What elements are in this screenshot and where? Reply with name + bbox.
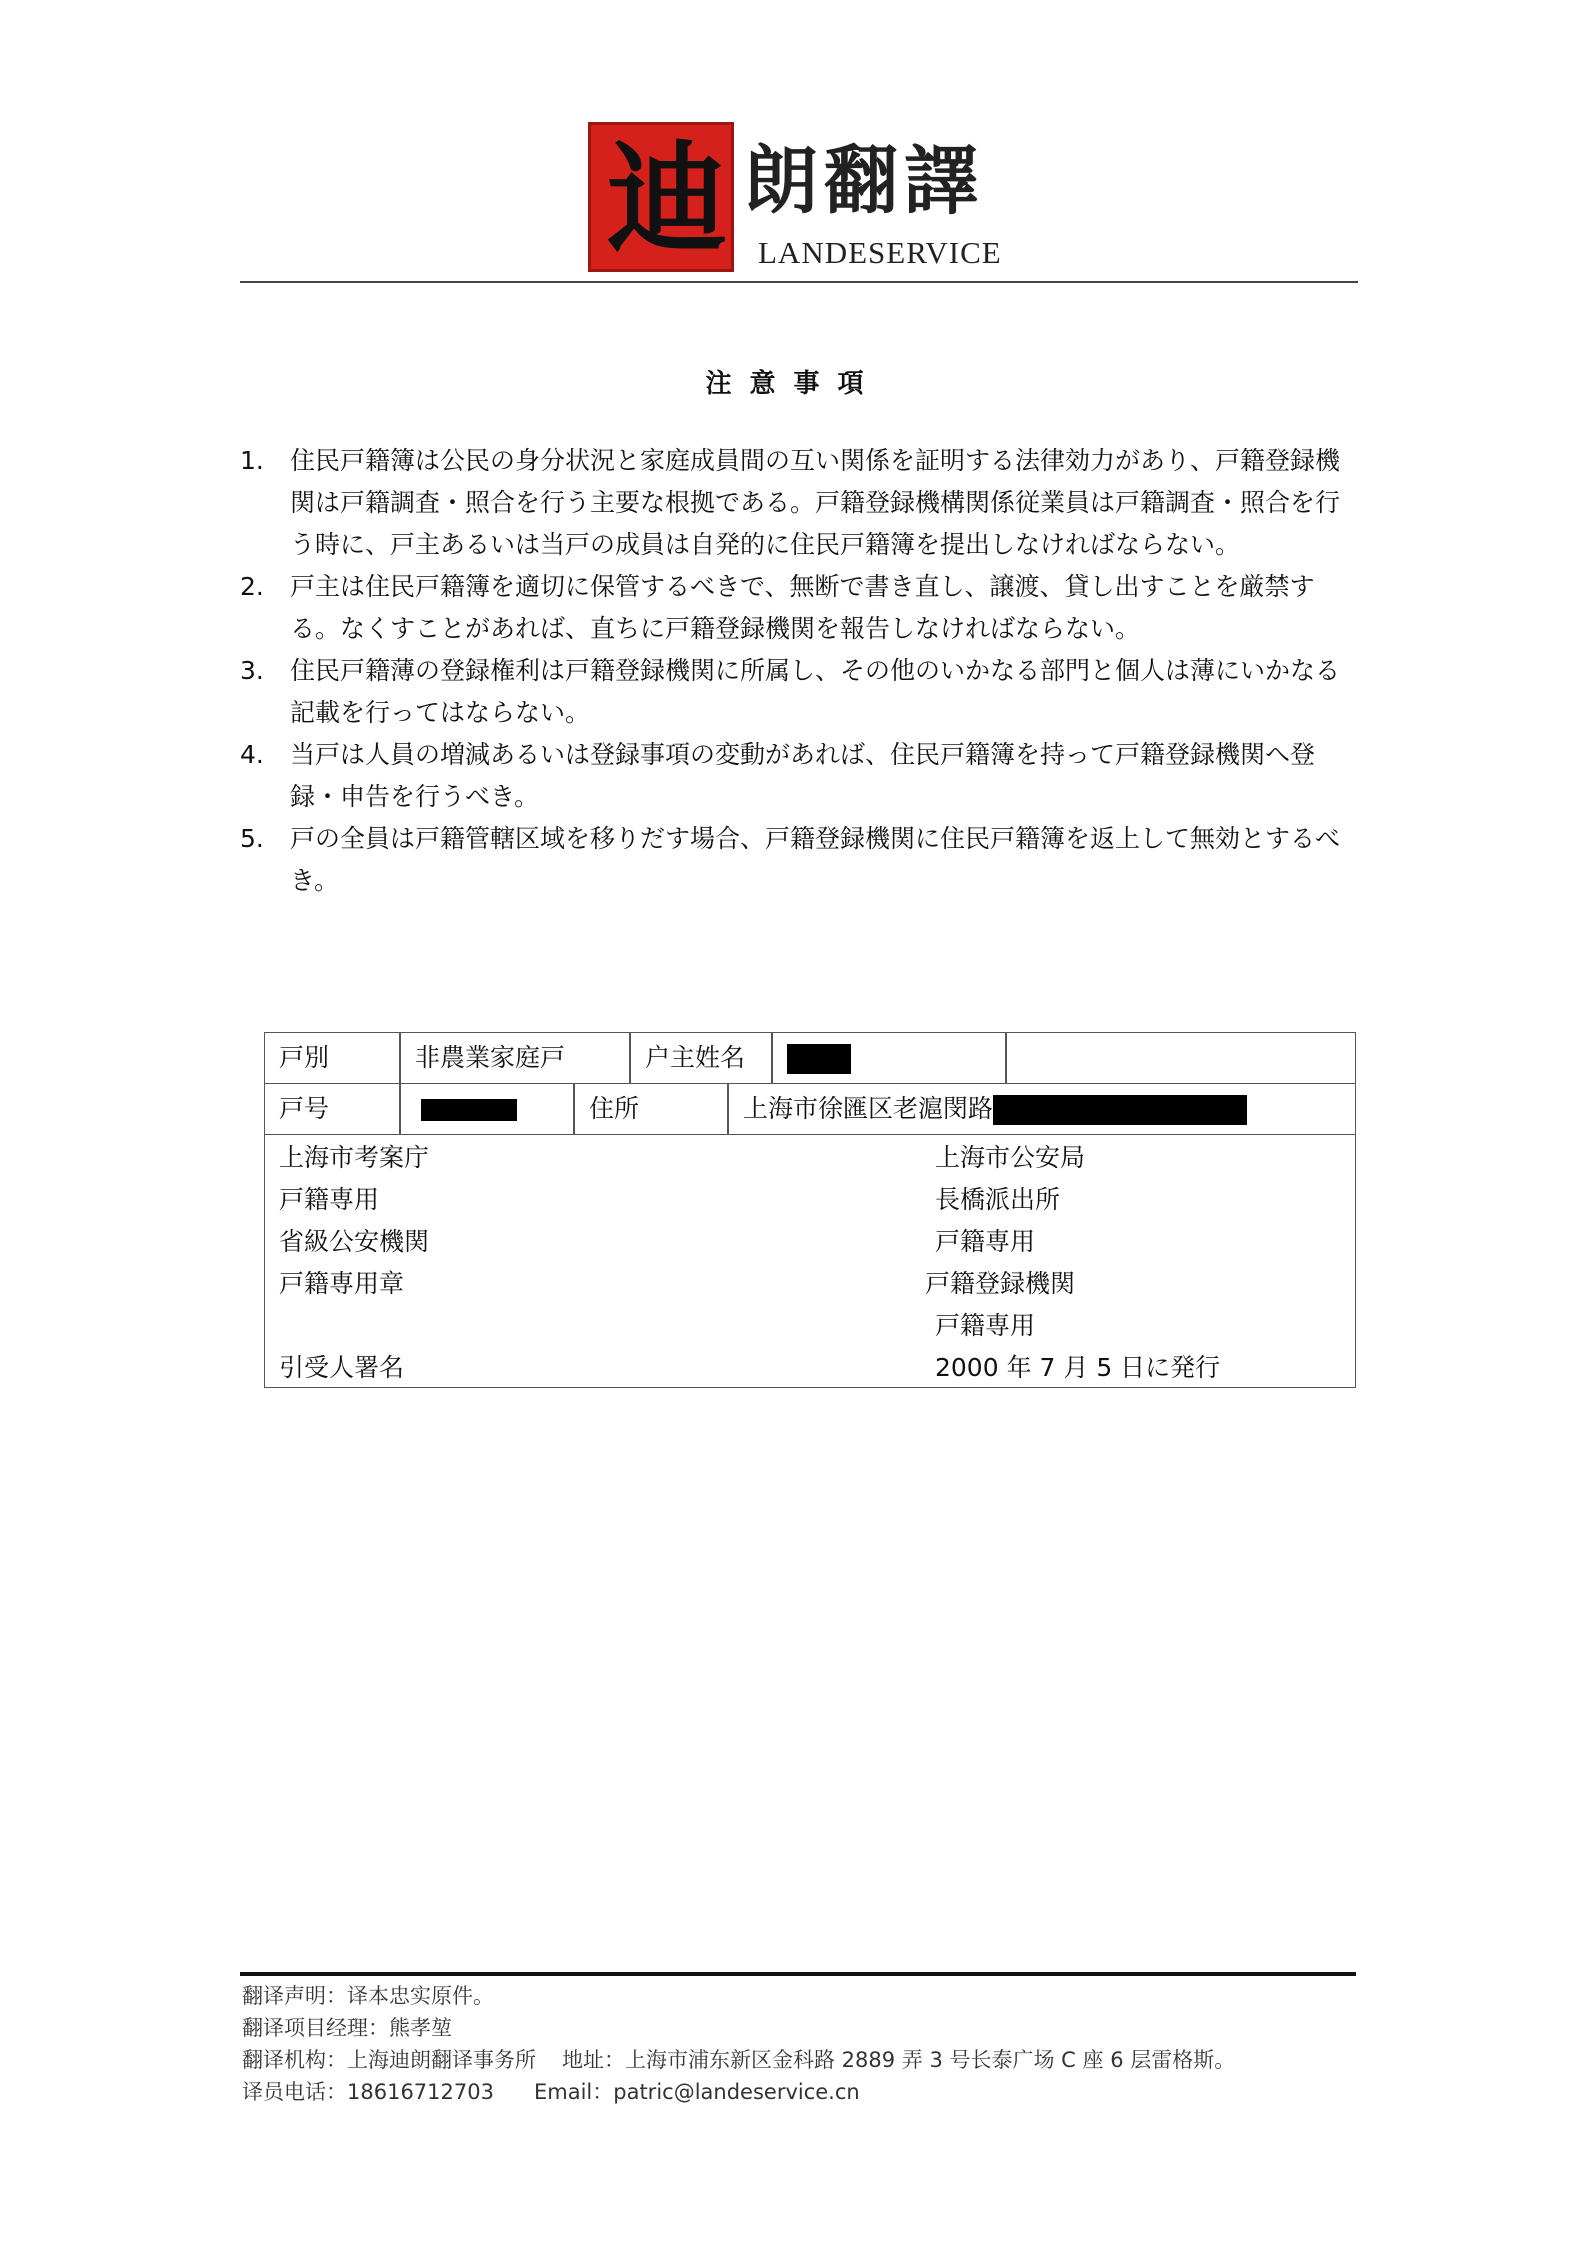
address-text: 上海市徐匯区老滬閔路 — [743, 1094, 994, 1123]
header-rule — [240, 281, 1358, 283]
stamp-line: 戸籍専用 — [935, 1227, 1036, 1256]
address-label: 住所 — [589, 1094, 640, 1123]
note-number: 5. — [240, 824, 264, 853]
cell-divider — [1005, 1033, 1007, 1083]
logo-seal — [588, 122, 734, 272]
note-item — [240, 440, 1362, 566]
stamp-line — [279, 1305, 429, 1347]
note-number: 4. — [240, 740, 264, 769]
redaction-bar — [993, 1095, 1247, 1125]
note-item — [240, 734, 1362, 818]
note-number: 2. — [240, 572, 264, 601]
household-no-value — [401, 1084, 573, 1134]
note-text: 戸の全員は戸籍管轄区域を移りだす場合、戸籍登録機関に住民戸籍簿を返上して無効とするべき。 — [290, 824, 1341, 895]
stamp-line: 戸籍登録機関 — [925, 1269, 1076, 1298]
translator-phone: 译员电话：18616712703 — [242, 2080, 494, 2104]
agency-name: 翻译机构：上海迪朗翻译事务所 — [242, 2048, 536, 2072]
note-item — [240, 650, 1362, 734]
stamp-line: 戸籍専用 — [935, 1311, 1036, 1340]
table-row — [265, 1033, 1355, 1084]
household-type-value: 非農業家庭戸 — [415, 1043, 566, 1072]
translation-statement: 翻译声明：译本忠实原件。 — [242, 1984, 494, 2008]
logo-mark: 迪 — [607, 129, 727, 270]
stamp-line: 省級公安機関 — [279, 1227, 430, 1256]
signature-label: 引受人署名 — [279, 1353, 405, 1382]
household-no-label: 戸号 — [279, 1094, 330, 1123]
footer-rule — [240, 1972, 1356, 1976]
note-number: 3. — [240, 656, 264, 685]
stamp-line: 長橋派出所 — [935, 1185, 1061, 1214]
agency-line — [242, 2044, 1235, 2076]
registration-table — [264, 1032, 1356, 1388]
logo-name: 朗翻譯 — [744, 138, 984, 224]
note-text: 戸主は住民戸籍簿を適切に保管するべきで、無断で書き直し、譲渡、貸し出すことを厳禁する。なくすことがあれば、直ちに戸籍登録機関を報告しなければならない。 — [290, 572, 1315, 643]
table-row — [265, 1084, 1355, 1135]
notes-list — [240, 440, 1362, 902]
issue-date: 2000 年 7 月 5 日に発行 — [935, 1353, 1221, 1382]
note-text: 住民戸籍簿は公民の身分状況と家庭成員間の互い関係を証明する法律効力があり、戸籍登録機関は戸籍調査・照合を行う主要な根拠である。戸籍登録機構関係従業員は戸籍調査・照合を行う時に、戸主あるいは当戸の成員は自発的に住民戸籍簿を提出しなければならない。 — [290, 446, 1341, 559]
stamp-line: 上海市公安局 — [935, 1143, 1086, 1172]
stamp-line: 戸籍専用 — [279, 1185, 380, 1214]
note-text: 住民戸籍薄の登録権利は戸籍登録機関に所属し、その他のいかなる部門と個人は薄にいかなる記載を行ってはならない。 — [290, 656, 1341, 727]
stamp-line: 戸籍専用章 — [279, 1269, 405, 1298]
agency-address: 地址：上海市浦东新区金科路 2889 弄 3 号长泰广场 C 座 6 层雷格斯。 — [562, 2048, 1236, 2072]
logo-subtitle: LANDESERVICE — [758, 235, 1002, 270]
document-title: 注意事項 — [705, 369, 882, 399]
note-item — [240, 566, 1362, 650]
stamp-line: 上海市考案庁 — [279, 1143, 430, 1172]
note-item — [240, 818, 1362, 902]
company-logo — [588, 122, 1008, 274]
translation-footer — [242, 1980, 1235, 2108]
redaction-bar — [421, 1099, 517, 1121]
note-text: 当戸は人員の増減あるいは登録事項の変動があれば、住民戸籍簿を持って戸籍登録機関へ登録・申告を行うべき。 — [290, 740, 1316, 811]
translator-email: Email：patric@landeservice.cn — [533, 2080, 860, 2104]
head-name-label: 户主姓名 — [645, 1043, 746, 1072]
right-stamp-column — [925, 1137, 1221, 1389]
project-manager: 翻译项目经理：熊孝堃 — [242, 2016, 452, 2040]
redaction-bar — [787, 1044, 851, 1074]
note-number: 1. — [240, 446, 264, 475]
contact-line — [242, 2076, 1235, 2108]
head-name-value — [773, 1033, 1005, 1083]
household-type-label: 戸別 — [279, 1043, 330, 1072]
left-stamp-column — [279, 1137, 429, 1389]
address-value — [729, 1084, 1349, 1134]
